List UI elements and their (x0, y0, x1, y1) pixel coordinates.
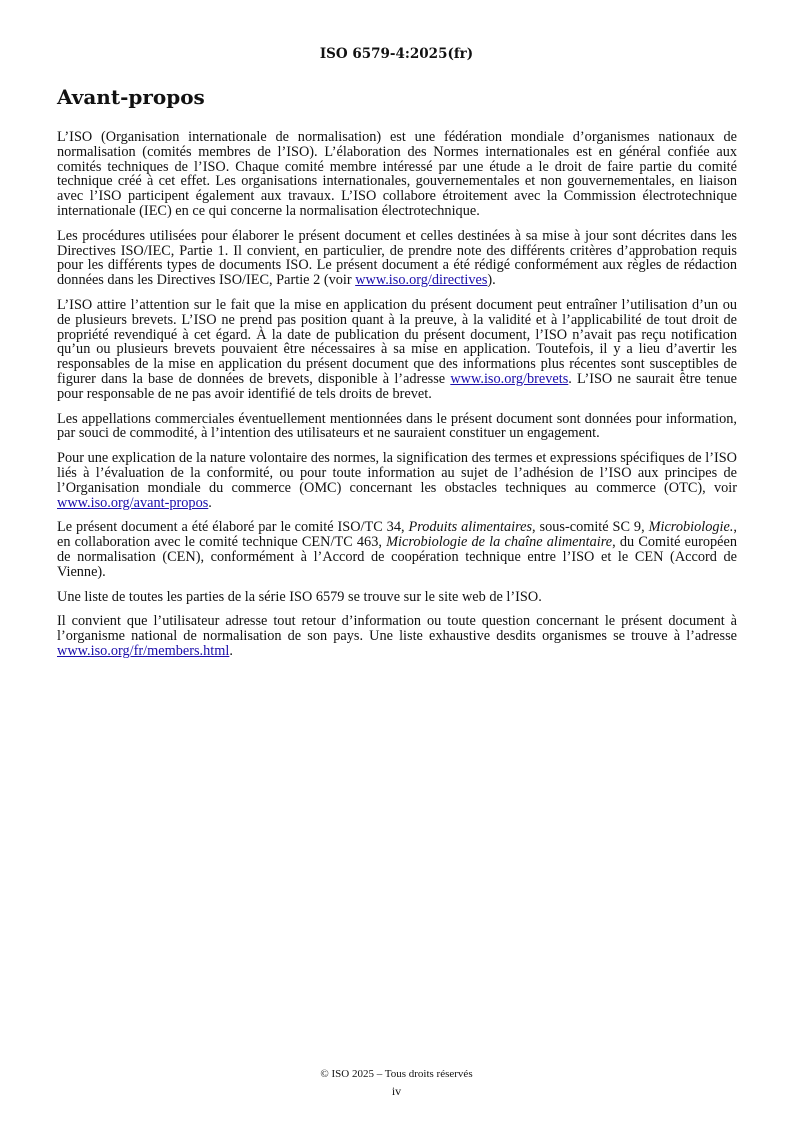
paragraph-text: . (229, 642, 233, 659)
paragraph-series-list: Une liste de toutes les parties de la série ISO 6579 se trouve sur le site web de l’ISO. (57, 588, 542, 605)
foreword-body (57, 130, 737, 669)
paragraph-text: Pour une explication de la nature volontaire des normes, la signification des termes et expressions spécifiques de l’ISO liés à l’évaluation de la conformité, ou pour toute information au sujet de l’adhésion de l’ISO aux principes de l’Organisation mondiale du commerce (OMC) concernant les obstacles techniques au commerce (OTC), voir (57, 450, 737, 496)
paragraph-text: . L’ISO ne saurait être tenue pour responsable de ne pas avoir identifié de tels droits de brevet. (57, 370, 737, 402)
paragraph-trade-names: Les appellations commerciales éventuellement mentionnées dans le présent document sont données pour information, par souci de commodité, à l’intention des utilisateurs et ne sauraient constituer un engagement. (57, 410, 737, 442)
page-number: iv (391, 1084, 402, 1098)
paragraph-iso-overview: L’ISO (Organisation internationale de normalisation) est une fédération mondiale d’organismes nationaux de normalisation (comités membres de l’ISO). L’élaboration des Normes internationales est en général confiée aux comités techniques de l’ISO. Chaque comité membre intéressé par une étude a le droit de faire partie du comité technique créé à cet effet. Les organisations internationales, gouvernementales et non gouvernementales, en liaison avec l’ISO participent également aux travaux. L’ISO collabore étroitement avec la Commission électrotechnique internationale (IEC) en ce qui concerne la normalisation électrotechnique. (57, 129, 737, 219)
paragraph-text: ). (487, 272, 496, 289)
paragraph-patents (57, 298, 737, 402)
paragraph-text: Il convient que l’utilisateur adresse tout retour d’information ou toute question concernant le présent document à l’organisme national de normalisation de son pays. Une liste exhaustive desdits organismes se trouve à l’adresse (57, 613, 737, 645)
document-id-header: ISO 6579-4:2025(fr) (319, 46, 474, 62)
copyright-footer: © ISO 2025 – Tous droits réservés (320, 1068, 473, 1080)
members-link[interactable]: www.iso.org/fr/members.html (57, 642, 230, 659)
page-title: Avant-propos (57, 85, 205, 109)
paragraph-committee (57, 520, 737, 579)
cen-committee-title: Microbiologie de la chaîne alimentaire (386, 534, 613, 551)
paragraph-text: , sous-comité SC 9, (532, 519, 649, 536)
paragraph-text: . (208, 494, 212, 511)
paragraph-text: L’ISO attire l’attention sur le fait que la mise en application du présent document peut entraîner l’utilisation d’un ou de plusieurs brevets. L’ISO ne prend pas position quant à la preuve, à la validité et à l’applicabilité de tout droit de propriété revendiqué à cet égard. À la date de publication du présent document, l’ISO n’avait pas reçu notification qu’un ou plusieurs brevets pouvaient être nécessaires à sa mise en application. Toutefois, il y a lieu d’avertir les responsables de la mise en application du présent document que des informations plus récentes sont susceptibles de figurer dans la base de données de brevets, disponible à l’adresse (57, 296, 737, 387)
paragraph-voluntary-nature (57, 451, 737, 510)
paragraph-procedures (57, 229, 737, 288)
patents-link[interactable]: www.iso.org/brevets (450, 370, 569, 387)
paragraph-feedback (57, 614, 737, 658)
paragraph-text: , du Comité européen de normalisation (CEN), conformément à l’Accord de coopération technique entre l’ISO et le CEN (Accord de Vienne). (57, 534, 737, 580)
paragraph-text: , en collaboration avec le comité technique CEN/TC 463, (57, 519, 737, 551)
foreword-link[interactable]: www.iso.org/avant-propos (57, 494, 209, 511)
paragraph-text: Le présent document a été élaboré par le comité ISO/TC 34, (57, 519, 409, 536)
directives-link[interactable]: www.iso.org/directives (355, 272, 488, 289)
committee-title: Produits alimentaires (408, 519, 533, 536)
subcommittee-title: Microbiologie. (648, 519, 734, 536)
paragraph-text: Les procédures utilisées pour élaborer le présent document et celles destinées à sa mise à jour sont décrites dans les Directives ISO/IEC, Partie 1. Il convient, en particulier, de prendre note des différents critères d’approbation requis pour les différents types de documents ISO. Le présent document a été rédigé conformément aux règles de rédaction données dans les Directives ISO/IEC, Partie 2 (voir (57, 227, 737, 289)
